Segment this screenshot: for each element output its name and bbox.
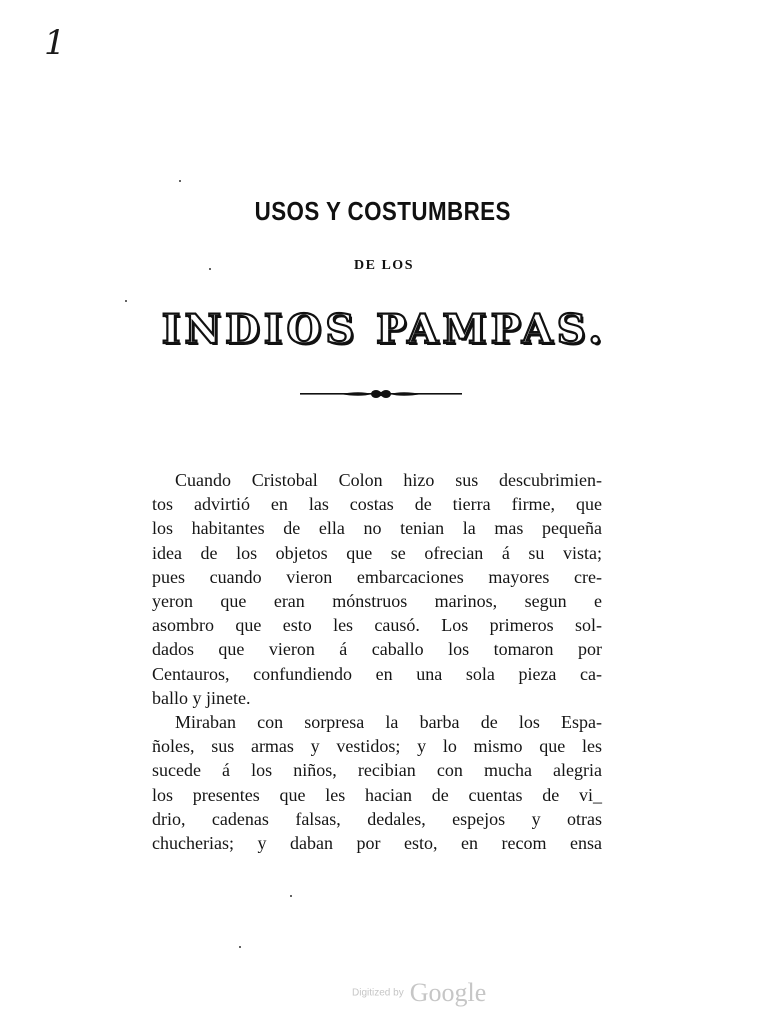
text-line: Centauros, confundiendo en una sola pieza ca- xyxy=(152,663,602,684)
text-line: chucherias; y daban por esto, en recom ensa xyxy=(152,833,602,854)
text-line: tos advirtió en las costas de tierra firme, que xyxy=(152,494,602,515)
text-line: yeron que eran mónstruos marinos, segun e xyxy=(152,591,602,612)
watermark-prefix: Digitized by xyxy=(352,987,404,999)
body-text xyxy=(152,468,602,855)
title-display: INDIOS PAMPAS. xyxy=(161,306,607,353)
page-number: 1 xyxy=(44,23,66,63)
text-line: asombro que esto les causó. Los primeros sol- xyxy=(152,615,602,636)
watermark-brand: Google xyxy=(409,978,487,1007)
text-line: sucede á los niños, recibian con mucha alegria xyxy=(152,760,602,781)
text-line: ñoles, sus armas y vestidos; y lo mismo que les xyxy=(152,736,602,757)
ink-speck xyxy=(239,946,241,948)
paragraph-2 xyxy=(152,710,602,855)
ink-speck xyxy=(179,180,181,182)
paragraph-1 xyxy=(152,468,602,710)
ink-speck xyxy=(125,300,127,302)
text-line: los presentes que les hacian de cuentas de vi_ xyxy=(152,784,602,805)
digitization-watermark xyxy=(352,978,486,1008)
text-line: pues cuando vieron embarcaciones mayores cre- xyxy=(152,566,602,587)
text-line: idea de los objetos que se ofrecian á su vista; xyxy=(152,542,602,563)
ink-speck xyxy=(290,895,292,897)
ornament-rule xyxy=(300,386,462,402)
text-line: los habitantes de ella no tenian la mas pequeña xyxy=(152,518,602,539)
title-connector: DE LOS xyxy=(354,258,414,273)
text-line: dados que vieron á caballo los tomaron por xyxy=(152,639,602,660)
text-line: ballo y jinete. xyxy=(152,687,251,708)
text-line: drio, cadenas falsas, dedales, espejos y otras xyxy=(152,808,602,829)
text-line: Miraban con sorpresa la barba de los Espa- xyxy=(175,712,602,733)
text-line: Cuando Cristobal Colon hizo sus descubrimien- xyxy=(175,470,602,490)
title-main: USOS Y COSTUMBRES xyxy=(254,196,511,226)
